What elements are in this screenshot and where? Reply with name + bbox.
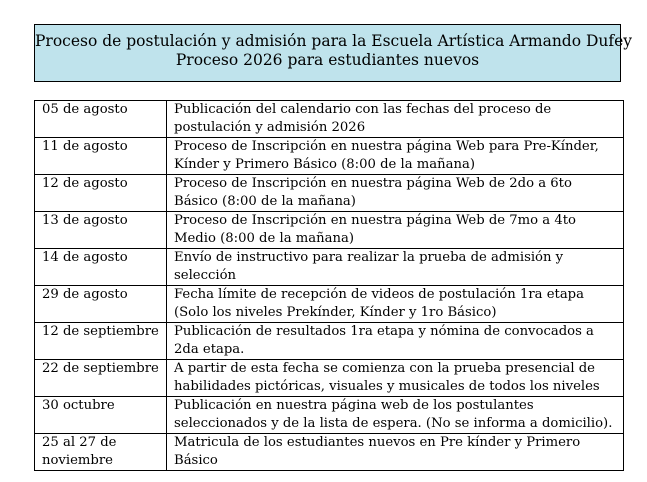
- date-cell: 25 al 27 de noviembre: [35, 434, 167, 471]
- description-cell: Proceso de Inscripción en nuestra página Web de 7mo a 4to Medio (8:00 de la mañana): [167, 212, 624, 249]
- description-cell: Publicación en nuestra página web de los postulantes seleccionados y de la lista de espera. (No se informa a domicilio).: [167, 397, 624, 434]
- table-row: [35, 397, 624, 434]
- table-row: [35, 175, 624, 212]
- table-row: [35, 212, 624, 249]
- description-cell: Publicación de resultados 1ra etapa y nómina de convocados a 2da etapa.: [167, 323, 624, 360]
- table-row: [35, 286, 624, 323]
- description-cell: Matricula de los estudiantes nuevos en Pre kínder y Primero Básico: [167, 434, 624, 471]
- date-cell: 12 de agosto: [35, 175, 167, 212]
- date-cell: 12 de septiembre: [35, 323, 167, 360]
- header-title: Proceso de postulación y admisión para la Escuela Artística Armando Dufey: [35, 32, 633, 50]
- table-row: [35, 434, 624, 471]
- date-cell: 30 octubre: [35, 397, 167, 434]
- date-cell: 11 de agosto: [35, 138, 167, 175]
- date-cell: 14 de agosto: [35, 249, 167, 286]
- description-cell: Proceso de Inscripción en nuestra página Web de 2do a 6to Básico (8:00 de la mañana): [167, 175, 624, 212]
- description-cell: A partir de esta fecha se comienza con la prueba presencial de habilidades pictóricas, visuales y musicales de todos los niveles: [167, 360, 624, 397]
- admission-schedule-table: [34, 100, 624, 471]
- date-cell: 29 de agosto: [35, 286, 167, 323]
- description-cell: Fecha límite de recepción de videos de postulación 1ra etapa (Solo los niveles Prekínder, Kínder y 1ro Básico): [167, 286, 624, 323]
- date-cell: 13 de agosto: [35, 212, 167, 249]
- table-row: [35, 360, 624, 397]
- description-cell: Envío de instructivo para realizar la prueba de admisión y selección: [167, 249, 624, 286]
- table-row: [35, 249, 624, 286]
- header-subtitle: Proceso 2026 para estudiantes nuevos: [175, 51, 480, 69]
- table-row: [35, 138, 624, 175]
- document-header: [34, 24, 633, 82]
- table-row: [35, 101, 624, 138]
- date-cell: 22 de septiembre: [35, 360, 167, 397]
- description-cell: Publicación del calendario con las fechas del proceso de postulación y admisión 2026: [167, 101, 624, 138]
- date-cell: 05 de agosto: [35, 101, 167, 138]
- table-row: [35, 323, 624, 360]
- description-cell: Proceso de Inscripción en nuestra página Web para Pre-Kínder, Kínder y Primero Básico (8:00 de la mañana): [167, 138, 624, 175]
